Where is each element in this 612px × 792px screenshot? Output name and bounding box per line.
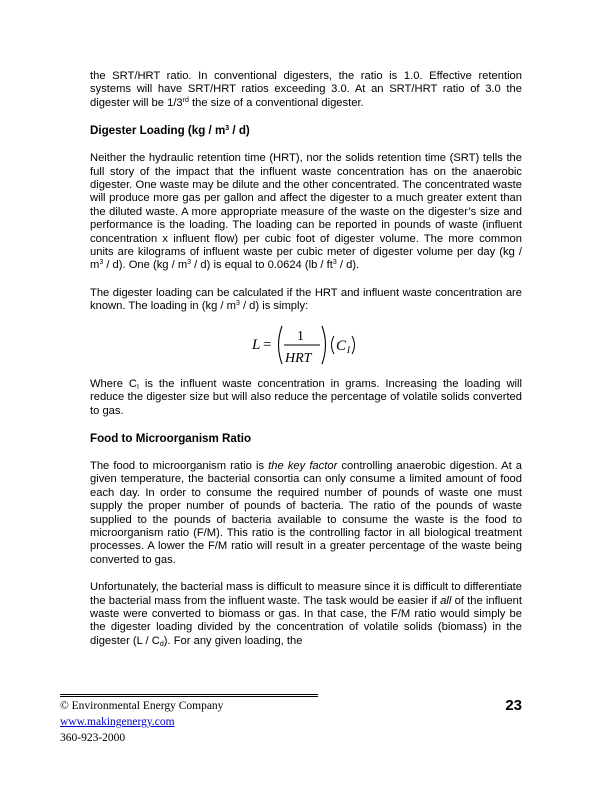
paragraph-fm-ratio: The food to microorganism ratio is the key factor controlling anaerobic digestion. At a given temperature, the bacterial consortia can only consume a limited amount of food each day. In order to consume the required number of pounds of waste one must supply the proper number of pounds of bacteria. The ratio of the pounds of waste supplied to the pounds of bacteria available to consume the waste is the food to microorganism ratio (F/M). This ratio is the controlling factor in all biological treatment processes. A lower the F/M ratio will result in a greater percentage of the waste being converted to gas.	[90, 459, 522, 566]
footer-company: © Environmental Energy Company	[60, 700, 224, 712]
paragraph-bacterial-mass: Unfortunately, the bacterial mass is difficult to measure since it is difficult to differentiate the bacterial mass from the influent waste. The task would be easier if all of the influent waste were converted to biomass or gas. In that case, the F/M ratio would simply be the digester loading divided by the concentration of volatile solids (biomass) in the digester $(L / C_d)$. For any given loading, the	[90, 581, 522, 648]
formula-equals: =	[263, 336, 272, 353]
loading-formula-graphic	[250, 318, 370, 372]
heading-digester-loading: Digester Loading $(kg / m^3 / d)$	[90, 124, 250, 138]
formula-c: C	[336, 337, 347, 354]
page-footer	[60, 698, 522, 746]
formula-c-right-paren	[352, 336, 355, 354]
formula-right-paren	[322, 326, 326, 364]
formula-lhs: L	[252, 336, 261, 353]
footer-divider	[60, 694, 318, 697]
footer-website-link[interactable]: www.makingenergy.com	[60, 716, 175, 728]
paragraph-srt-hrt-ratio: the SRT/HRT ratio. In conventional digesters, the ratio is 1.0. Effective retention systems will have SRT/HRT ratios exceeding 3.0. At an SRT/HRT ratio of 3.0 the digester will be 1/3rd the size of a conventional digester.	[90, 70, 522, 109]
paragraph-loading-calculation: The digester loading can be calculated if the HRT and influent waste concentration are known. The loading in $(kg / m^3 / d)$ is simply:	[90, 286, 522, 313]
loading-formula	[90, 318, 522, 372]
formula-denominator: HRT	[285, 350, 312, 366]
formula-left-paren	[279, 326, 283, 364]
formula-c-left-paren	[332, 336, 335, 354]
formula-numerator: 1	[297, 328, 304, 344]
page-number: 23	[505, 697, 522, 714]
page-content	[90, 70, 522, 648]
footer-phone: 360-923-2000	[60, 732, 126, 744]
formula-c-subscript: I	[347, 344, 350, 355]
paragraph-loading-definition: Neither the hydraulic retention time (HRT), nor the solids retention time (SRT) tells the full story of the impact that the influent waste concentration has on the anaerobic digester. One waste may be dilute and the other concentrated. The concentrated waste will produce more gas per gallon and affect the digester to a much greater extent than the diluted waste. A more appropriate measure of the waste on the digester’s size and performance is the loading. The loading can be reported in pounds of waste (influent concentration x influent flow) per cubic foot of digester volume. The more common units are kilograms of influent waste per cubic meter of digester volume per day $(kg / m^3 / d)$. One $(kg / m^3 / d)$ is equal to 0.0624 $(lb / ft^3 / d)$.	[90, 152, 522, 272]
paragraph-influent-concentration: Where $C_I$ is the influent waste concentration in grams. Increasing the loading will reduce the digester size but will also reduce the percentage of volatile solids converted to gas.	[90, 377, 522, 417]
heading-food-to-microorganism: Food to Microorganism Ratio	[90, 431, 252, 445]
